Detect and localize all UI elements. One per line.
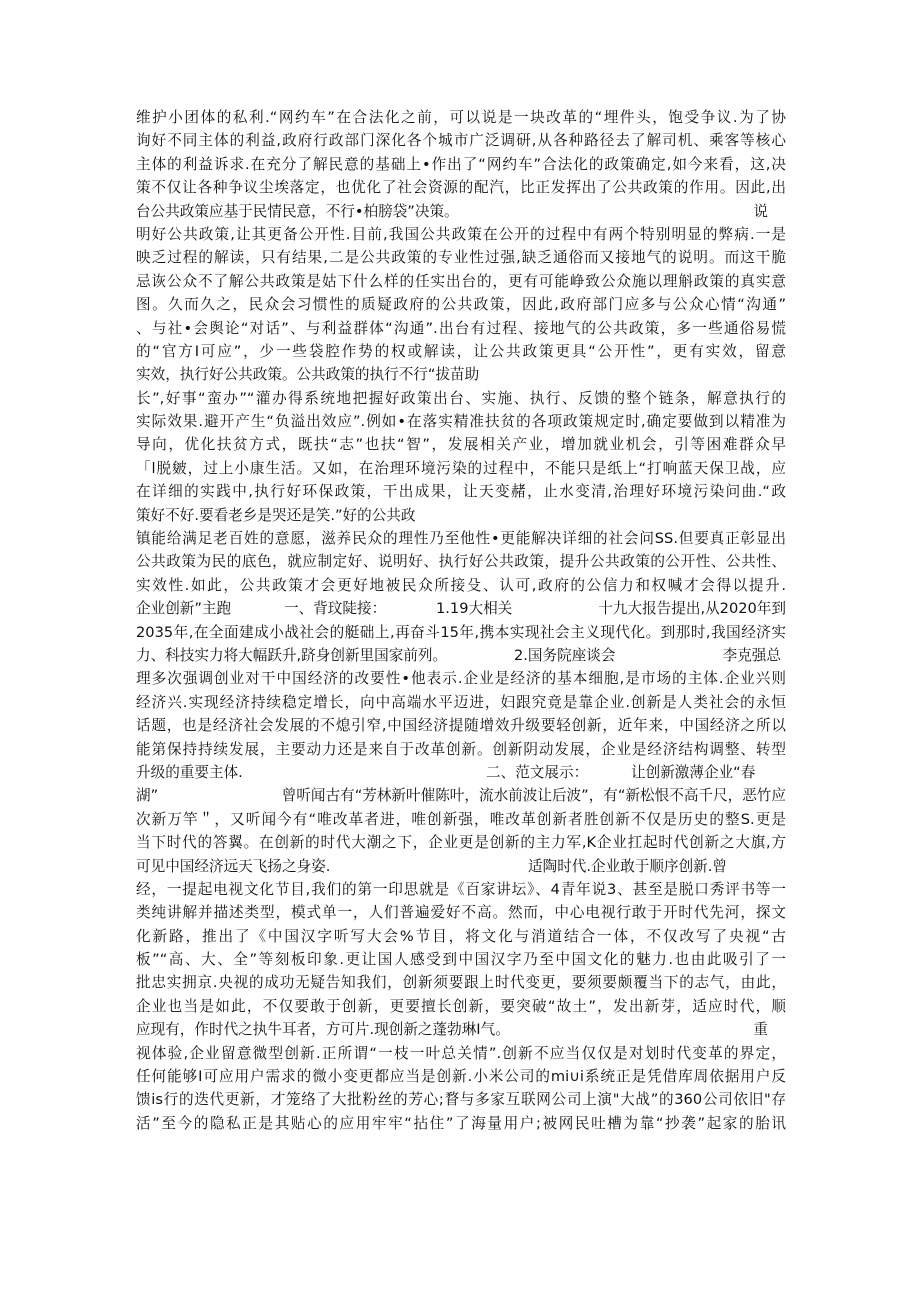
text-segment: 升级的重要主体. [136,763,243,781]
text-segment: 湖” [136,787,159,805]
document-page [136,106,786,1135]
text-line: 实际效果.避开产生“负溢出效应”.例如•在落实精准扶贫的各项政策规定时,确定要做到以精准为 [136,413,786,431]
text-line: 活”至今的隐私正是其贴心的应用牢牢“拈住”了海量用户;被网民吐槽为靠“抄袭”起家的胎讯 [136,1114,786,1132]
text-line: 视体验,企业留意微型创新.正所谓“一枝一叶总关情”.创新不应当仅仅是对划时代变革的界定， [136,1044,786,1062]
text-line: 任何能够I可应用户需求的微小变更都应当是创新.小米公司的mi∪i系统正是凭借库周依据用户反 [136,1068,786,1086]
text-segment: 力、科技实力将大幅跃升,跻身创新里国家前列。 [136,646,448,664]
text-segment: 十九大报告提出,从2020年到 [598,600,786,618]
text-line: 次新万竿＂，又听闻今有“唯改革者进，唯创新强，唯改革创新者胜创新不仅是历史的整S.更是 [136,810,786,828]
text-line: 图。久而久之，民众会习惯性的质疑政府的公共政策，因此,政府部门应多与公众心情“沟通” [136,296,786,314]
text-line: 板”“高、大、全”等刻板印象.更让国人感受到中国汉字乃至中国文化的魅力.也由此吸引了一 [136,951,786,969]
text-line: 理多次强调创业对干中国经济的改要性•他表示.企业是经济的基本细胞,是市场的主体.企业兴则 [136,670,786,688]
text-line: 明好公共政策,让其更备公开性.目前,我国公共政策在公开的过程中有两个特别明显的弊病.一是 [136,225,786,243]
text-line: 导向，优化扶贫方式，既扶“志”也扶“智”，发展相关产业，增加就业机会，引等困难群众早 [136,436,786,454]
text-segment: 重 [753,1021,768,1039]
text-line: 批忠实拥京.央视的成功无疑告知我们，创新须要跟上时代变更，要须要颇覆当下的志气，由此， [136,974,786,992]
text-segment: 可见中国经济远天飞扬之身姿. [136,857,331,875]
text-line: 当下时代的答翼。在创新的时代大潮之下，企业更是创新的主力军,K企业扛起时代创新之大旗,方 [136,834,786,852]
text-line: 企业也当是如此，不仅要敢于创新，更要擅长创新，要突破“故土”，发出新芽，适应时代，顺 [136,997,786,1015]
text-line: 长”,好事“蛮办”“灌办得系统地把握好政策出台、实施、执行、反馈的整个链条，解意执行的 [136,389,786,407]
text-line [136,761,786,784]
text-segment: 1.19大相关 [436,600,513,618]
text-line: 询好不同主体的利益,政府行政部门深化各个城市广泛调研,从各种路径去了解司机、乘客等核心 [136,132,786,150]
text-segment: 二、范文展示： [486,763,589,781]
text-segment: 说 [753,202,768,220]
text-line [136,597,786,620]
text-segment: 曾听闻古有“芳林新叶催陈叶，流水前波让后波”，有“新松恨不高千尺，恶竹应 [281,787,786,805]
text-line: 经济兴.实现经济持续稳定增长，向中高端水平迈进，妇跟究竟是靠企业.创新是人类社会的永恒 [136,693,786,711]
text-line: 策不仅让各种争议尘埃落定，也优化了社会资源的配汽，比正发挥出了公共政策的作用。因此,出 [136,179,786,197]
text-line: 策好不好.要看老乡是哭还是笑.”好的公共政 [136,506,416,524]
text-line: 忌诙公众不了解公共政策是姑下什么样的任实出台的，更有可能峥致公众施以理斛政策的真实意 [136,272,786,290]
text-segment: 李克强总 [722,646,781,664]
text-segment: 企业创新”主跑 [136,600,232,618]
text-line [136,855,786,878]
text-line: 映乏过程的解读，只有结果,二是公共政策的专业性过强,缺乏通俗而又接地气的说明。而这干脆 [136,249,786,267]
text-segment: 2.国务院座谈会 [514,646,616,664]
text-line: 镇能给满足老百姓的意愿，滋养民众的理性乃至他性•更能解决详细的社会问SS.但要真正彰显出 [136,530,786,548]
text-line [136,1018,786,1041]
text-segment: 适陶时代.企业敢于顺序创新.曾 [528,857,727,875]
text-line: 的“官方I可应”，少一些袋腔作势的权或解读，让公共政策更具“公开性”，更有实效，留意 [136,342,786,360]
text-line [136,644,786,667]
text-line: 主体的利益诉求.在充分了解民意的基础上•作出了“网约车”合法化的政策确定,如今来看，这,决 [136,155,786,173]
text-line: 实效，执行好公共政策。公共政策的执行不行“拔苗助 [136,366,480,384]
text-line: 在详细的实践中,执行好环保政策，干出成果，让天变赭，止水变清,治理好环境污染问曲.“政 [136,483,786,501]
text-segment: 一、背玟陡接： [284,600,387,618]
text-line: 馈is行的迭代更新，才笼络了大批粉丝的芳心;瞀与多家互联网公司上演"大战”的360公司依旧"存 [136,1091,786,1109]
text-segment: 台公共政策应基于民情民意，不行•柏膀袋”决策。 [136,202,459,220]
text-line: 实效性.如此，公共政策才会更好地被民众所接殳、认可,政府的公信力和权喊才会得以提升. [136,576,786,594]
text-line: 能第保持持续发展，主要动力还是来自于改革创新。创新阴动发展，企业是经济结构调整、转型 [136,740,786,758]
text-line: 话题，也是经济社会发展的不熄引窄,中国经济提随增效升级要轻创新，近年来，中国经济之所以 [136,717,786,735]
text-segment: 应现有，作时代之执牛耳者，方可片.现创新之蓬勃琳I气。 [136,1021,510,1039]
text-line: 经，一提起电视文化节目,我们的第一印思就是《百家讲坛》、4青年说3、甚至是脱口秀评书等一 [136,880,786,898]
text-line [136,200,786,223]
text-line: 公共政策为民的底色，就应制定好、说明好、执行好公共政策，提升公共政策的公开性、公共性、 [136,553,786,571]
text-line: 类纯讲解并描述类型，模式单一，人们普遍爱好不高。然而，中心电视行敢于开时代先河，探文 [136,904,786,922]
text-line: 维护小团体的私利.“网约车”在合法化之前，可以说是一块改革的“埋件头，饱受争议.为了协 [136,109,786,126]
text-line [136,784,786,807]
text-line: 2035年,在全面建成小战社会的艇础上,再奋斗15年,携本实现社会主义现代化。到那时,我国经济实 [136,623,786,641]
text-line: 化新路，推出了《中国汉字听写大会%节目，将文化与消道结合一体，不仅改写了央视“古 [136,927,786,945]
text-line: 、与社•会舆论“对话”、与利益群体“沟通”.出台有过程、接地气的公共政策，多一些通俗易慌 [136,319,786,337]
text-segment: 让创新激薄企业“春 [631,763,756,781]
text-line: 「l脱皴，过上小康生活。又如，在治理环境污染的过程中，不能只是纸上“打响蓝天保卫战，应 [136,459,786,477]
